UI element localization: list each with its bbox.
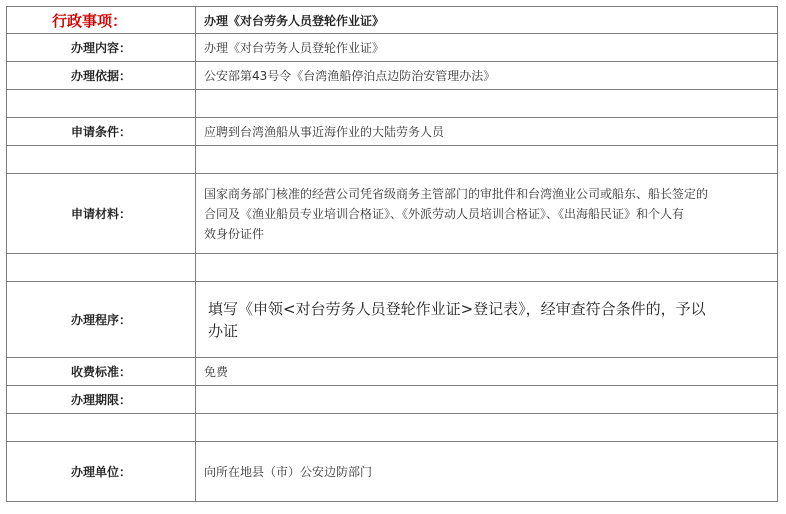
row-label-period: 办理期限： — [7, 386, 196, 414]
row-value-basis: 公安部第43号令《台湾渔船停泊点边防治安管理办法》 — [196, 62, 778, 90]
row-label-procedure: 办理程序： — [7, 282, 196, 358]
row-label-content: 办理内容： — [7, 34, 196, 62]
table-row-office — [7, 442, 778, 502]
table-row-fee — [7, 358, 778, 386]
row-value-materials: 国家商务部门核准的经营公司凭省级商务主管部门的审批件和台湾渔业公司或船东、船长签定的 合同及《渔业船员专业培训合格证》、《外派劳动人员培训合格证》、《出海船民证》和个人有 效身份证件 — [196, 174, 778, 254]
table-row-conditions — [7, 118, 778, 146]
row-value-conditions: 应聘到台湾渔船从事近海作业的大陆劳务人员 — [196, 118, 778, 146]
table-row-materials — [7, 174, 778, 254]
row-label-empty — [7, 414, 196, 442]
row-value-empty — [196, 414, 778, 442]
table-row-item — [7, 7, 778, 34]
row-label-materials: 申请材料： — [7, 174, 196, 254]
row-label-empty — [7, 90, 196, 118]
row-value-empty — [196, 146, 778, 174]
row-value-period — [196, 386, 778, 414]
row-value-office: 向所在地县（市）公安边防部门 — [196, 442, 778, 502]
table-row-empty — [7, 90, 778, 118]
row-value-content: 办理《对台劳务人员登轮作业证》 — [196, 34, 778, 62]
row-label-item: 行政事项： — [7, 7, 196, 34]
table-row-empty — [7, 414, 778, 442]
administrative-item-table — [6, 6, 778, 502]
row-value-empty — [196, 254, 778, 282]
row-value-empty — [196, 90, 778, 118]
row-value-fee: 免费 — [196, 358, 778, 386]
table-row-empty — [7, 146, 778, 174]
table-row-procedure — [7, 282, 778, 358]
row-value-item: 办理《对台劳务人员登轮作业证》 — [196, 7, 778, 34]
document-wrapper — [6, 6, 778, 502]
row-label-empty — [7, 146, 196, 174]
row-label-fee: 收费标准： — [7, 358, 196, 386]
table-row-basis — [7, 62, 778, 90]
row-label-empty — [7, 254, 196, 282]
row-value-procedure: 填写《申领<对台劳务人员登轮作业证>登记表》，经审查符合条件的，予以 办证 — [196, 282, 778, 358]
table-row-content — [7, 34, 778, 62]
table-row-empty — [7, 254, 778, 282]
row-label-conditions: 申请条件： — [7, 118, 196, 146]
row-label-office: 办理单位： — [7, 442, 196, 502]
table-row-period — [7, 386, 778, 414]
row-label-basis: 办理依据： — [7, 62, 196, 90]
